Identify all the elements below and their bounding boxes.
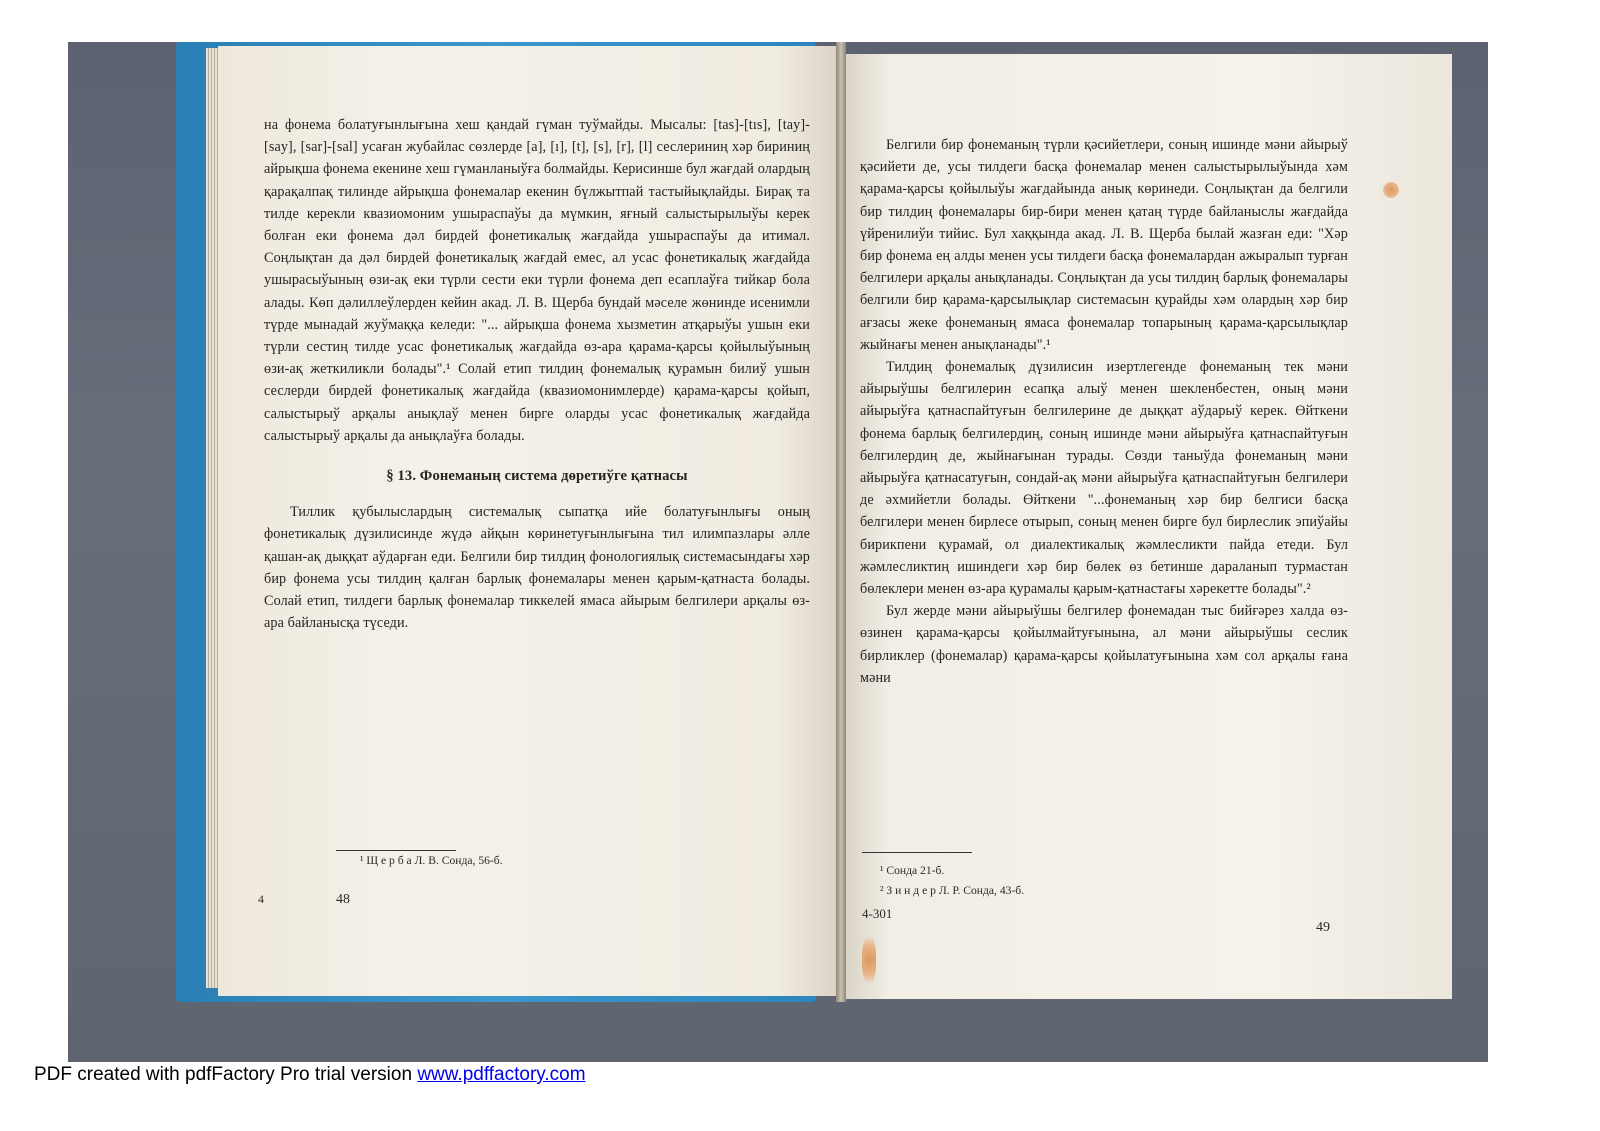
right-page-text (860, 134, 1348, 689)
footer-link[interactable]: www.pdffactory.com (417, 1064, 586, 1085)
right-paragraph: Белгили бир фонеманың түрли қәсийетлери, соның ишинде мәни айырыў қәсийети де, усы тилдеги басқа фонемалар менен салыстырылыўында хәм қарама-қарсы қойылыўы жағдайында анық көринеди. Соңлықтан да белгили бир тилдиң фонемалары бир-бири менен қатаң түрде байланыслы жағдайда үйренилиўи тийис. Бул хаққында акад. Л. В. Щерба былай жазған еди: "Хәр бир фонема ең алды менен усы тилдеги басқа фонемалардан ажыралып турған белгилери арқалы анықланады. Соңлықтан да усы тилдиң барлық фонемалары белгили бир қарама-қарсылықлар системасын қурайды хәм олардың хәр бир ағзасы жеке фонеманың ямаса фонемалар топарының қарама-қарсылықлар жыйнағы менен анықланады".¹ (860, 137, 1348, 353)
footnote-rule (862, 852, 972, 853)
edge-mark: 4 (258, 892, 264, 906)
right-paragraph: Тилдиң фонемалық дүзилисин изертлегенде фонеманың тек мәни айырыўшы белгилерин есапқа алыў менен шекленбестен, оның мәни айырыўға қатнаспайтуғын белгилерине де дыққат аўдарыў керек. Өйткени фонема барлық белгилердиң, соның ишинде мәни айырыўға қатнаспайтуғын белгилердиң де, жыйнағынан турады. Сөзди таныўда фонеманың мәни айырыўға қатнасатуғын, сондай-ақ мәни айырыўға қатнаспайтуғын белгилери де әхмийетли болады. Өйткени "...фонеманың хәр бир белгиси басқа белгилери менен бирлесе отырып, соның менен бирге бул бирлеслик эпиўайы бирикпени қурамай, ол диалектикалық жәмлесликти пайда етеди. Бул жәмлесликтиң ишиндеги хәр бир бөлек өз бетинше дараланып турмастан бөлеклери менен өз-ара қурамалы қарым-қатнастағы хәрекетте болады".² (860, 359, 1348, 598)
stain-mark (1383, 182, 1399, 198)
printer-signature: 4-301 (862, 906, 893, 921)
left-page-number: 48 (336, 892, 350, 907)
footnote-rule (336, 850, 456, 851)
right-paragraph: Бул жерде мәни айырыўшы белгилер фонемадан тыс бийғәрез халда өз-өзинен қарама-қарсы қойылмайтуғынына, ал мәни айырыўшы сеслик бирликлер (фонемалар) қарама-қарсы қойылатуғынына хәм сол арқалы ғана мәни (860, 603, 1348, 686)
book-gutter (836, 42, 846, 1002)
left-paragraph: на фонема болатуғынлығына хеш қандай гүман туўмайды. Мысалы: [tas]-[tıs], [tay]-[say], [sar]-[sal] усаған жубайлас сөзлерде [a], [ı], [t], [s], [r], [l] сеслериниң хәр бириниң айрықша фонема екенине хеш гүманланыўға болмайды. Керисинше бул жағдай олардың қарақалпақ тилинде айрықша фонемалар екенин бүлжытпай тастыйықлайды. Бирақ та тилде керекли квазиомоним ушыраспаўы да мүмкин, яғный салыстырылыўы керек болған еки фонема дәл бирдей фонетикалық жағдайда ушыраспаўы да итимал. Соңлықтан да дәл бирдей фонетикалық жағдай емес, ал усас фонетикалық жағдайда ушырасыўының өзи-ақ еки түрли сести еки түрли фонема деп есаплаўға тийкар бола алады. Көп дәлиллеўлерден кейин акад. Л. В. Щерба бундай мәселе жөнинде исенимли түрде мынадай жуўмаққа келеди: "... айрықша фонема хызметин атқарыўы ушын еки түрли сестиң тилде усас фонетикалық жағдайда өз-ара қарама-қарсы қойылыўының өзи-ақ жеткиликли болады".¹ Солай етип тилдиң фонемалық қурамын билиў ушын сеслерди бирдей фонетикалық жағдайда (квазиомонимлерде) қарама-қарсы қойып, салыстырыў арқалы анықлаў менен бирге оларды усас фонетикалық жағдайда салыстырыў арқалы да анықлаўға болады. (264, 117, 810, 444)
stain-mark (862, 937, 876, 983)
left-footnote: ¹ Щ е р б а Л. В. Сонда, 56-б. (360, 854, 503, 867)
pdf-footer (34, 1064, 586, 1086)
right-footnote: ² З и н д е р Л. Р. Сонда, 43-б. (880, 884, 1025, 897)
left-page-text (264, 114, 810, 634)
left-section-paragraph: Тиллик қубылыслардың системалық сыпатқа ийе болатуғынлығы оның фонетикалық дүзилисинде жүдә айқын көринетуғынлығына тил илимпазлары әлле қашан-ақ дыққат аўдарған еди. Белгили бир тилдиң фонологиялық системасындағы хәр бир фонема усы тилдиң қалған барлық фонемалары менен қарым-қатнаста болады. Солай етип, тилдеги барлық фонемалар тиккелей ямаса айырым белгилери арқалы өз-ара байланысқа түседи. (264, 504, 810, 632)
right-footnote: ¹ Сонда 21-б. (880, 864, 945, 877)
page-edges (206, 48, 218, 988)
section-title: § 13. Фонеманың система дөретиўге қатнасы (386, 468, 688, 485)
right-page-number: 49 (1316, 920, 1330, 935)
footer-text: PDF created with pdfFactory Pro trial version (34, 1064, 418, 1085)
